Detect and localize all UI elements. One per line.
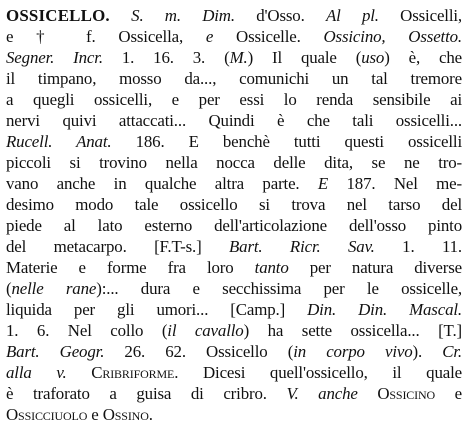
text-run: piccoli si trovino nella nocca delle dita, se ne tro- — [6, 153, 462, 172]
text-run: . Dicesi quell'ossicello, il quale — [174, 363, 462, 382]
text-run-italic: V. anche — [286, 384, 358, 403]
citation-source: Bart. Ricr. Sav. — [228, 237, 375, 256]
text-run-italic: E — [317, 174, 329, 193]
text-run: Ossicelle. — [213, 27, 324, 46]
text-run-italic: Cr. — [442, 342, 462, 361]
entry-line-9 — [6, 173, 462, 195]
text-run-italic: in corpo vivo — [293, 342, 413, 361]
entry-line-11 — [6, 215, 462, 237]
text-run-italic: nelle rane — [11, 279, 97, 298]
text-run: ( — [6, 279, 12, 298]
etymology-text: d'Osso. — [234, 6, 326, 25]
entry-line-8 — [6, 152, 462, 174]
entry-line-5 — [6, 89, 462, 111]
entry-line-17 — [6, 341, 462, 363]
entry-line-1 — [6, 5, 462, 27]
cross-reference: Ossino — [102, 405, 149, 424]
text-run: vano anche in qualche altra parte. — [6, 174, 318, 193]
entry-line-13 — [6, 257, 462, 279]
text-run: del metacarpo. [F.T-s.] — [6, 237, 229, 256]
text-run: 187. Nel me- — [328, 174, 462, 193]
text-run: 1. 11. — [374, 237, 462, 256]
text-run: e — [87, 405, 103, 424]
entry-line-7 — [6, 131, 462, 153]
text-run: Materie e forme fra loro — [6, 258, 255, 277]
cross-reference: Ossicino — [357, 384, 436, 403]
text-run: 1. 16. 3. ( — [102, 48, 230, 67]
text-run-italic: Ossicino, Ossetto. — [323, 27, 463, 46]
entry-line-12 — [6, 236, 462, 258]
entry-line-4 — [6, 68, 462, 90]
text-run: a quegli ossicelli, e per essi lo renda sensibile ai — [6, 90, 462, 109]
cross-reference: Ossicciuolo — [6, 405, 88, 424]
text-run-italic: uso — [361, 48, 385, 67]
plural-label: Al pl. — [325, 6, 379, 25]
entry-line-14 — [6, 278, 462, 300]
text-run-italic: tanto — [254, 258, 289, 277]
entry-line-16 — [6, 320, 462, 342]
entry-line-10 — [6, 194, 462, 216]
entry-line-18 — [6, 362, 462, 384]
citation-source: Din. Din. Mascal. — [307, 300, 462, 319]
text-run: 26. 62. Ossicello ( — [104, 342, 294, 361]
text-run: piede al lato esterno dell'articolazione dell'osso pinto — [6, 216, 462, 235]
grammar-label: S. m. Dim. — [131, 6, 235, 25]
text-run: liquida per gli umori... [Camp.] — [6, 300, 308, 319]
text-run: ) ha sette ossicella... [T.] — [243, 321, 463, 340]
entry-line-6 — [6, 110, 462, 132]
entry-line-19 — [6, 383, 462, 405]
text-run: . — [148, 405, 153, 424]
text-run-italic: e — [205, 27, 214, 46]
text-run-italic: alla v. — [6, 363, 67, 382]
text-run: ) è, che — [384, 48, 462, 67]
text-run: desimo modo tale ossicello si trova nel tarso del — [6, 195, 462, 214]
text-run: ). — [412, 342, 443, 361]
text-run: nervi quivi attaccati... Quindi è che tali ossicelli... — [6, 111, 462, 130]
text-run-italic: il cavallo — [167, 321, 244, 340]
plural-form: Ossicelli, — [378, 6, 462, 25]
text-run: il timpano, mosso da..., comunichi un tal tremore — [6, 69, 462, 88]
text-run: ):... dura e secchissima per le ossicelle, — [96, 279, 462, 298]
text-run: per natura diverse — [288, 258, 462, 277]
text-run: e † f. Ossicella, — [6, 27, 206, 46]
text-run: è traforato a guisa di cribro. — [6, 384, 287, 403]
entry-line-15 — [6, 299, 462, 321]
citation-source: Rucell. Anat. — [6, 132, 112, 151]
text-run: e — [435, 384, 462, 403]
citation-source: Bart. Geogr. — [6, 342, 105, 361]
entry-line-2 — [6, 26, 462, 48]
headword: OSSICELLO. — [6, 6, 110, 25]
text-run-italic: M. — [229, 48, 248, 67]
text-run: 186. E benchè tutti questi ossicelli — [111, 132, 462, 151]
text-run: 1. 6. Nel collo ( — [6, 321, 168, 340]
cross-reference: Cribriforme — [66, 363, 175, 382]
text-run: ) Il quale ( — [247, 48, 362, 67]
entry-line-20 — [6, 404, 462, 426]
citation-source: Segner. Incr. — [6, 48, 103, 67]
entry-line-3 — [6, 47, 462, 69]
